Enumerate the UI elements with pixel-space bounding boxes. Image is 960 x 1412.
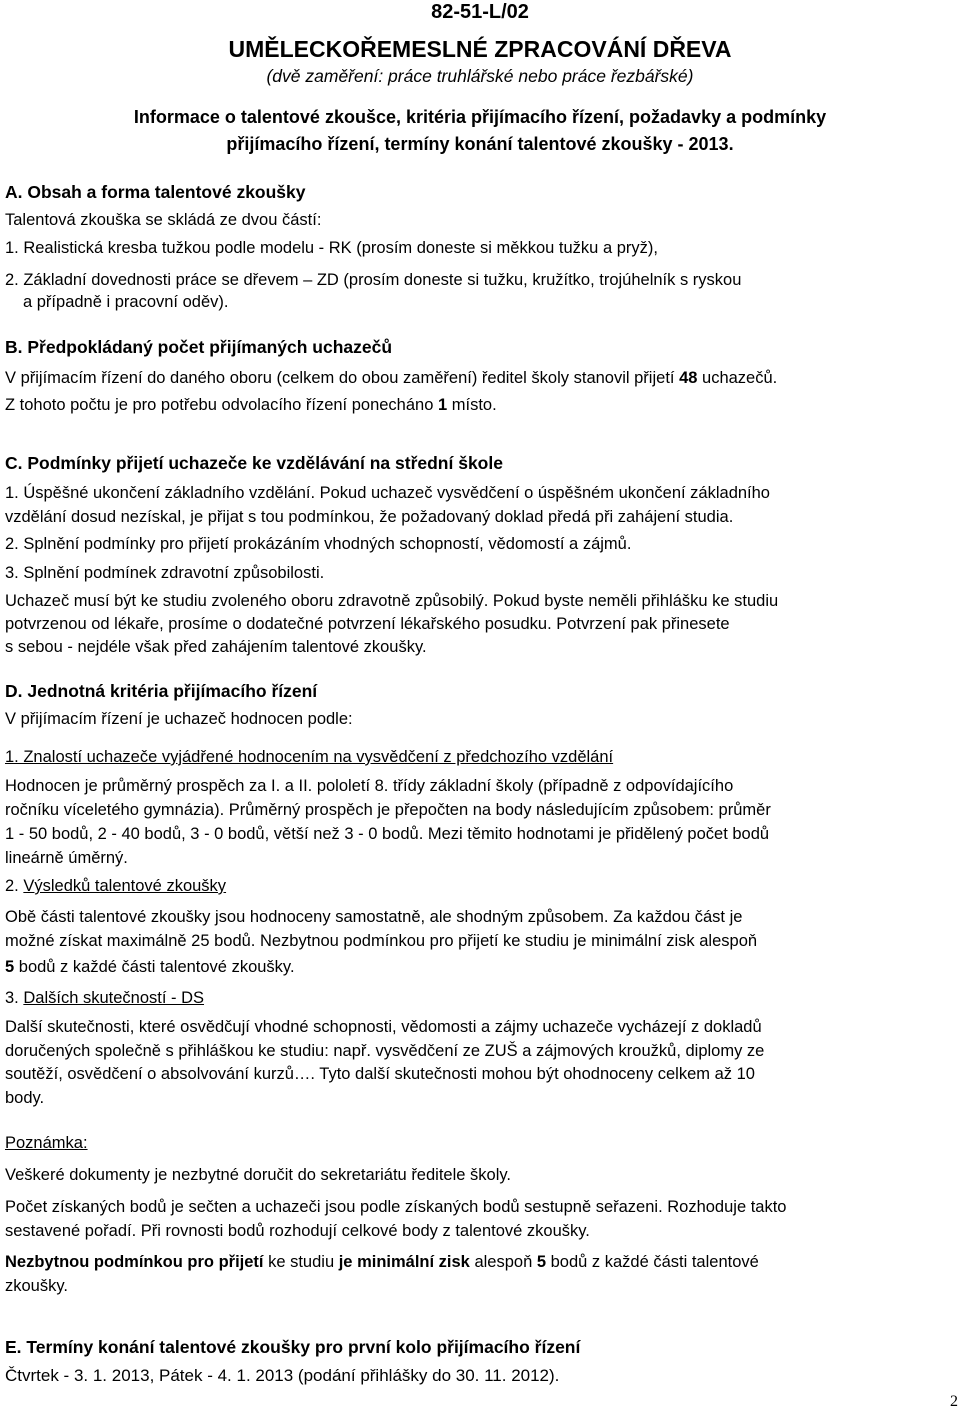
section-d-criterion1-line1: Hodnocen je průměrný prospěch za I. a II. pololetí 8. třídy základní školy (případně z odpovídajícího — [5, 777, 734, 795]
section-d-criterion2-line3: 5 bodů z každé části talentové zkoušky. — [5, 958, 295, 976]
section-c-line5: Uchazeč musí být ke studiu zvoleného oboru zdravotně způsobilý. Pokud byste neměli přihlášku ke studiu — [5, 592, 779, 610]
section-c-line6: potvrzenou od lékaře, prosíme o dodatečné potvrzení lékařského posudku. Potvrzení pak přinesete — [5, 615, 730, 633]
document-subtitle: (dvě zaměření: práce truhlářské nebo práce řezbářské) — [266, 66, 694, 86]
section-d-criterion3-line4: body. — [5, 1089, 45, 1107]
section-d-criterion1-line4: lineárně úměrný. — [5, 849, 128, 867]
section-d-intro: V přijímacím řízení je uchazeč hodnocen podle: — [5, 710, 353, 728]
section-c-line4: 3. Splnění podmínek zdravotní způsobilosti. — [5, 564, 325, 582]
section-d-criterion3-title: 3. Dalších skutečností - DS — [5, 989, 205, 1007]
section-a-item2: 2. Základní dovednosti práce se dřevem – ZD (prosím doneste si tužku, kružítko, trojúhelník s ryskou — [5, 271, 742, 289]
section-d-heading: D. Jednotná kritéria přijímacího řízení — [5, 681, 318, 701]
note-line4: Nezbytnou podmínkou pro přijetí ke studiu je minimální zisk alespoň 5 bodů z každé části talentové — [5, 1253, 759, 1271]
section-a-item2-cont: a případně i pracovní oděv). — [23, 293, 229, 311]
section-d-criterion3-line3: soutěží, osvědčení o absolvování kurzů…. Tyto další skutečnosti mohou být ohodnoceny celkem až 10 — [5, 1065, 755, 1083]
section-b-heading: B. Předpokládaný počet přijímaných uchazečů — [5, 337, 393, 357]
section-e-dates: Čtvrtek - 3. 1. 2013, Pátek - 4. 1. 2013 (podání přihlášky do 30. 11. 2012). — [5, 1366, 560, 1385]
section-d-criterion2-line1: Obě části talentové zkoušky jsou hodnoceny samostatně, ale shodným způsobem. Za každou část je — [5, 908, 743, 926]
note-line5: zkoušky. — [5, 1277, 68, 1295]
note-line1: Veškeré dokumenty je nezbytné doručit do sekretariátu ředitele školy. — [5, 1166, 511, 1184]
note-line3: sestavené pořadí. Při rovnosti bodů rozhodují celkové body z talentové zkoušky. — [5, 1222, 590, 1240]
section-c-line3: 2. Splnění podmínky pro přijetí prokázáním vhodných schopností, vědomostí a zájmů. — [5, 535, 632, 553]
note-title: Poznámka: — [5, 1134, 88, 1152]
section-d-criterion3-line2: doručených společně s přihláškou ke studiu: např. vysvědčení ze ZUŠ a zájmových kroužků, diplomy ze — [5, 1042, 765, 1060]
section-c-line1: 1. Úspěšné ukončení základního vzdělání. Pokud uchazeč vysvědčení o úspěšném ukončení základního — [5, 484, 770, 502]
page-number: 2 — [950, 1393, 958, 1410]
section-a-heading: A. Obsah a forma talentové zkoušky — [5, 182, 306, 202]
section-a-item1: 1. Realistická kresba tužkou podle modelu - RK (prosím doneste si měkkou tužku a pryž), — [5, 239, 658, 257]
section-d-criterion3-line1: Další skutečnosti, které osvědčují vhodné schopnosti, vědomosti a zájmy uchazeče vycházejí z dokladů — [5, 1018, 762, 1036]
section-c-line7: s sebou - nejdéle však před zahájením talentové zkoušky. — [5, 638, 427, 656]
section-d-criterion2-title: 2. Výsledků talentové zkoušky — [5, 877, 227, 895]
info-heading-line1: Informace o talentové zkoušce, kritéria přijímacího řízení, požadavky a podmínky — [133, 107, 827, 127]
section-d-criterion1-title: 1. Znalostí uchazeče vyjádřené hodnocením na vysvědčení z předchozího vzdělání — [5, 748, 614, 766]
section-c-heading: C. Podmínky přijetí uchazeče ke vzdělávání na střední škole — [5, 453, 503, 473]
document-code: 82-51-L/02 — [431, 1, 529, 23]
section-d-criterion1-line2: ročníku víceletého gymnázia). Průměrný prospěch je přepočten na body následujícím způsobem: průměr — [5, 801, 771, 819]
section-b-paragraph2: Z tohoto počtu je pro potřebu odvolacího řízení ponecháno 1 místo. — [5, 396, 497, 414]
section-d-criterion1-line3: 1 - 50 bodů, 2 - 40 bodů, 3 - 0 bodů, větší než 3 - 0 bodů. Mezi těmito hodnotami je přidělený počet bodů — [5, 825, 770, 843]
section-d-criterion2-line2: možné získat maximálně 25 bodů. Nezbytnou podmínkou pro přijetí ke studiu je minimální zisk alespoň — [5, 932, 758, 950]
section-a-intro: Talentová zkouška se skládá ze dvou částí: — [5, 211, 322, 229]
note-line2: Počet získaných bodů je sečten a uchazeči jsou podle získaných bodů sestupně seřazeni. Rozhoduje takto — [5, 1198, 787, 1216]
section-c-line2: vzdělání dosud nezískal, je přijat s tou podmínkou, že požadovaný doklad předá při zahájení studia. — [5, 508, 734, 526]
section-e-heading: E. Termíny konání talentové zkoušky pro první kolo přijímacího řízení — [5, 1337, 581, 1357]
section-b-paragraph1: V přijímacím řízení do daného oboru (celkem do obou zaměření) ředitel školy stanovil přijetí 48 uchazečů. — [5, 369, 778, 387]
document-title: UMĚLECKOŘEMESLNÉ ZPRACOVÁNÍ DŘEVA — [228, 36, 732, 62]
info-heading-line2: přijímacího řízení, termíny konání talentové zkoušky - 2013. — [226, 134, 734, 154]
